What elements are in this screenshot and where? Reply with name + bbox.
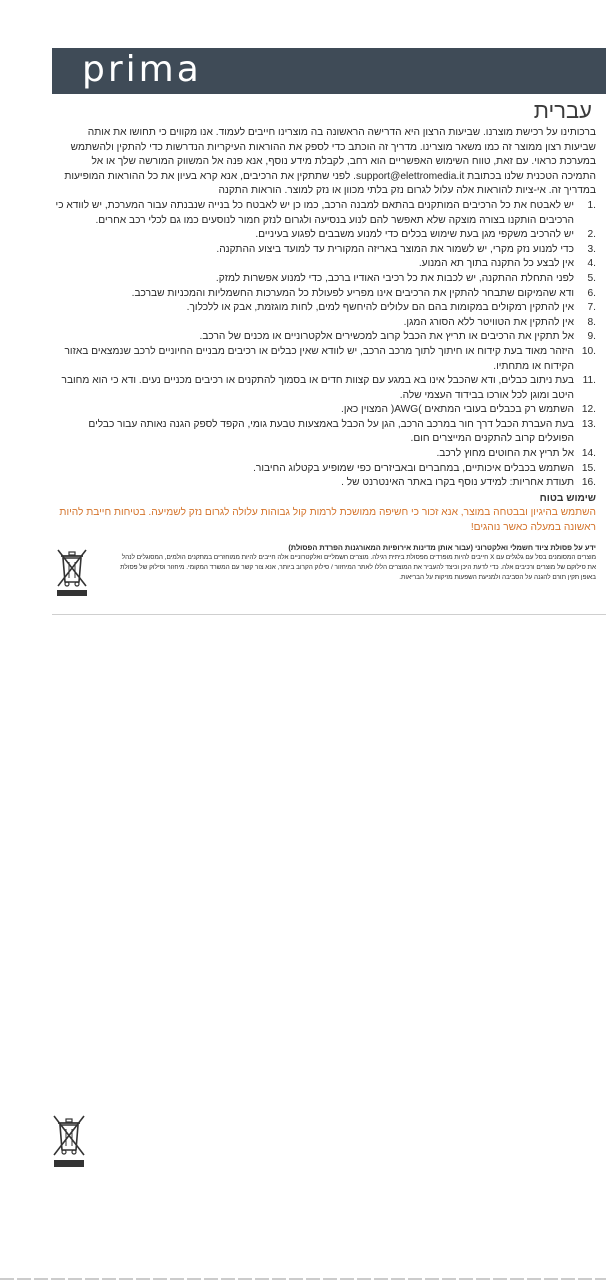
list-item-text: בעת העברת הכבל דרך חור במרכב הרכב, הגן על הכבל באמצעות טבעת גומי, הקפד לספק הגנה נאותה עבור כבלים הפועלים קרוב להתקנים המייצרים חום. <box>88 418 574 445</box>
list-item-number: 11. <box>582 375 596 387</box>
section-divider <box>52 614 606 615</box>
list-item-number: 13. <box>581 418 596 430</box>
list-item-number: 4. <box>587 258 596 270</box>
list-item-number: 6. <box>587 287 596 299</box>
list-item-number: 8. <box>587 316 596 328</box>
list-item-text: אין לבצע כל התקנה בתוך תא המנוע. <box>418 258 574 270</box>
weee-body: מוצרים המסומנים בסל עם גלגלים עם X חייבים להיות מופרדים מפסולת ביתית רגילה. מוצרים חשמליים ואלקטרוניים אלה חייבים להיות ממוחזרים במתקנים הולמים, המסוגלים לנהל את סילוקם של מוצרים ורכיבים אלה. כדי לדעת היכן וכיצד להעביר את המוצרים הללו לאתר המיחזור / סילוק הקרוב ביותר, אנא צור קשר עם המשרד המקומי. מיחזור וסילוק של פסולת באופן תקין תורם להגנה על הסביבה ולמניעת השפעות מזיקות על הבריאות. <box>120 553 596 582</box>
list-item <box>54 418 596 447</box>
list-item <box>54 272 596 287</box>
list-item-text: אין להתקין את הטוויטר ללא הסורג המגן. <box>403 316 574 328</box>
safety-text: השתמש בהיגיון ובבטחה במוצר, אנא זכור כי חשיפה ממושכת לרמות קול גבוהות עלולה לגרום נזק לשמיעה. בטיחות חייבת להיות ראשונה במעלה כאשר נוהגים! <box>59 507 596 534</box>
intro-paragraph: ברכותינו על רכישת מוצרנו. שביעות הרצון היא הדרישה הראשונה בה מוצרינו חייבים לעמוד. אנו מקווים כי תחושו את אותה שביעות רצון ממוצר זה כמו משאר מוצרינו. מדריך זה הוכתב כדי לספק את ההוראות העיקריות הנדרשות כדי להתקין ולהשתמש במערכת כראוי. עם זאת, טווח השימוש האפשריים הוא רחב, לקבלת מידע נוסף, אנא פנה אל המשווק המורשה שלך או אל התמיכה הטכנית שלנו בכתובת support@elettromedia.it. לפני שתתקין את הרכיבים, אנא קרא בעיון את כל ההוראות המופיעות במדריך זה. אי-ציות להוראות אלה עלול לגרום נזק בלתי מכוון או נזק למוצר. הוראות התקנה <box>64 127 596 197</box>
cut-line <box>0 1278 606 1280</box>
list-item-text: אין להתקין רמקולים במקומות בהם הם עלולים להיחשף למים, לחות מוגזמת, אבק או ללכלוך. <box>186 302 574 314</box>
list-item-text: לפני התחלת ההתקנה, יש לכבות את כל רכיבי האודיו ברכב, כדי למנוע אפשרות למזק. <box>215 272 574 284</box>
list-item <box>54 316 596 331</box>
list-item <box>54 301 596 316</box>
installation-instructions-list <box>54 199 596 491</box>
list-item <box>54 462 596 477</box>
list-item <box>54 374 596 403</box>
list-item-number: 5. <box>587 272 596 284</box>
list-item-text: ודא שהמיקום שתבחר להתקין את הרכיבים אינו מפריע לפעולת כל המערכות החשמליות והמכניות שברכב. <box>131 287 574 299</box>
list-item-number: 9. <box>587 331 596 343</box>
list-item-text: השתמש רק בכבלים בעובי המתאים )AWG( המצוין כאן. <box>341 404 574 416</box>
weee-title: ידע על פסולת ציוד חשמלי ואלקטרוני (עבור אותן מדינות אירופיות המאורגנות הפרדת הפסולת) <box>288 542 596 552</box>
list-item-text: בעת ניתוב כבלים, ודא שהכבל אינו בא במגע עם קצוות חדים או בסמוך להתקנים או רכיבים מכניים נעים. ודא כי הוא מחובר היטב ומוגן לכל אורכו בבידוד העצמי שלה. <box>61 375 574 401</box>
list-item <box>54 345 596 374</box>
brand-header <box>52 48 606 94</box>
brand-logo: prima <box>82 49 202 90</box>
section-title: עברית <box>533 98 592 123</box>
list-item-text: תעודת אחריות: למידע נוסף בקרו באתר האינטרנט של . <box>341 477 574 489</box>
crossed-out-wheelie-bin-icon <box>54 546 90 598</box>
list-item-text: יש להרכיב משקפי מגן בעת שימוש בכלים כדי למנוע משבבים לפגוע בעיניים. <box>255 229 574 241</box>
list-item-text: אל תתקין את הרכיבים או תריץ את הכבל קרוב למכשירים אלקטרוניים או מכנים של הרכב. <box>199 331 574 343</box>
list-item-number: 3. <box>587 243 596 255</box>
list-item-number: 1. <box>587 199 596 211</box>
hebrew-section <box>54 98 596 606</box>
list-item-number: 2. <box>587 229 596 241</box>
list-item-text: אל תריץ את החוטים מחוץ לרכב. <box>436 448 574 460</box>
list-item <box>54 287 596 302</box>
list-item <box>54 330 596 345</box>
safety-title: שימוש בטוח <box>539 492 596 504</box>
list-item <box>54 199 596 228</box>
crossed-out-wheelie-bin-icon <box>50 1112 88 1168</box>
list-item-number: 15. <box>581 462 596 474</box>
list-item <box>54 476 596 491</box>
list-item-number: 10. <box>581 345 596 357</box>
list-item <box>54 243 596 258</box>
list-item-text: היזהר מאוד בעת קידוח או חיתוך לתוך מרכב הרכב, יש לוודא שאין כבלים או רכיבים מבניים החיוניים לרכב שנמצאים באזור הקידוח או מתחתיו. <box>64 345 574 372</box>
list-item <box>54 257 596 272</box>
list-item <box>54 447 596 462</box>
weee-notice <box>54 542 596 606</box>
list-item-number: 16. <box>581 477 596 489</box>
list-item-text: יש לאבטח את כל הרכיבים המותקנים בהתאם למבנה הרכב, כמו כן יש לאבטח כל בנייה שנבנתה עבור המערכת, יש לוודא כי הרכיבים הותקנו בצורה מוצקה שלא תאפשר להם לנוע בנסיעה ולגרום לנזק חמור לנוסעים כמו גם לכלי רכב אחרים. <box>55 199 574 226</box>
list-item-text: כדי למנוע נזק מקרי, יש לשמור את המוצר באריזה המקורית עד למועד ביצוע ההתקנה. <box>216 243 574 255</box>
list-item-text: השתמש בכבלים איכותיים, במחברים ובאביזרים כפי שמופיע בקטלוג החיבור. <box>253 462 574 474</box>
list-item-number: 14. <box>581 448 596 460</box>
list-item-number: 12. <box>581 404 596 416</box>
list-item-number: 7. <box>587 302 596 314</box>
list-item <box>54 403 596 418</box>
list-item <box>54 228 596 243</box>
